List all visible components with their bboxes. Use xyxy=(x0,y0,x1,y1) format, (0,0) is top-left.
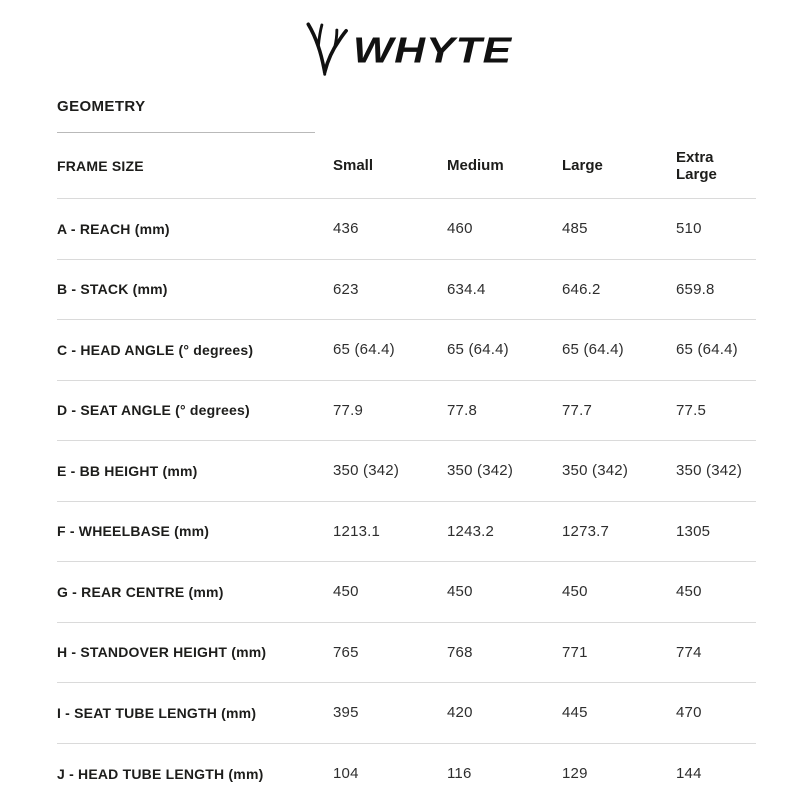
table-row-bb-height xyxy=(57,441,756,502)
antler-icon xyxy=(299,14,349,76)
cell-value: 510 xyxy=(676,220,702,238)
row-label: B - STACK (mm) xyxy=(57,281,168,298)
table-row-standover-height xyxy=(57,623,756,684)
table-row-rear-centre xyxy=(57,562,756,623)
cell-value: 65 (64.4) xyxy=(447,341,509,359)
cell-value: 460 xyxy=(447,220,473,238)
row-label: G - REAR CENTRE (mm) xyxy=(57,583,224,600)
cell-value: 77.9 xyxy=(333,401,363,419)
cell-value: 1213.1 xyxy=(333,522,381,540)
cell-value: 350 (342) xyxy=(447,462,514,480)
cell-value: 765 xyxy=(333,643,359,661)
cell-value: 65 (64.4) xyxy=(676,341,738,359)
table-row-seat-tube-length xyxy=(57,683,756,744)
cell-value: 771 xyxy=(562,643,588,661)
cell-value: 77.8 xyxy=(447,401,477,419)
cell-value: 77.7 xyxy=(562,401,592,419)
table-row-head-angle xyxy=(57,320,756,381)
cell-value: 436 xyxy=(333,220,359,238)
brand-wordmark: WHYTE xyxy=(353,29,513,70)
table-row-seat-angle xyxy=(57,381,756,442)
cell-value: 420 xyxy=(447,704,473,722)
row-label: J - HEAD TUBE LENGTH (mm) xyxy=(57,765,264,782)
row-label: F - WHEELBASE (mm) xyxy=(57,523,210,540)
geometry-table xyxy=(57,133,756,804)
table-row-wheelbase xyxy=(57,502,756,563)
table-row-head-tube-length xyxy=(57,744,756,805)
cell-value: 395 xyxy=(333,704,359,722)
cell-value: 774 xyxy=(676,643,702,661)
logo-bar xyxy=(0,0,806,86)
cell-value: 485 xyxy=(562,220,588,238)
cell-value: 116 xyxy=(447,765,472,783)
cell-value: 450 xyxy=(676,583,702,601)
cell-value: 450 xyxy=(333,583,359,601)
cell-value: 768 xyxy=(447,643,473,661)
row-label: A - REACH (mm) xyxy=(57,220,170,237)
cell-value: 450 xyxy=(562,583,588,601)
cell-value: 129 xyxy=(562,765,588,783)
cell-value: 445 xyxy=(562,704,588,722)
cell-value: 1273.7 xyxy=(562,522,610,540)
table-header-row xyxy=(57,133,756,199)
cell-value: 350 (342) xyxy=(333,462,400,480)
cell-value: 659.8 xyxy=(676,280,715,298)
column-header-medium: Medium xyxy=(447,157,504,174)
row-label: C - HEAD ANGLE (° degrees) xyxy=(57,341,254,358)
row-label: E - BB HEIGHT (mm) xyxy=(57,462,198,479)
cell-value: 1243.2 xyxy=(447,522,495,540)
cell-value: 634.4 xyxy=(447,280,486,298)
header-frame-size: FRAME SIZE xyxy=(57,157,144,174)
cell-value: 470 xyxy=(676,704,702,722)
cell-value: 144 xyxy=(676,765,702,783)
cell-value: 450 xyxy=(447,583,473,601)
cell-value: 65 (64.4) xyxy=(562,341,624,359)
geometry-section xyxy=(57,98,756,804)
column-header-large: Large xyxy=(562,157,603,174)
column-header-small: Small xyxy=(333,157,374,174)
cell-value: 623 xyxy=(333,280,359,298)
row-label: I - SEAT TUBE LENGTH (mm) xyxy=(57,704,257,721)
cell-value: 350 (342) xyxy=(676,462,743,480)
cell-value: 77.5 xyxy=(676,401,706,419)
cell-value: 350 (342) xyxy=(562,462,629,480)
cell-value: 104 xyxy=(333,765,359,783)
cell-value: 646.2 xyxy=(562,280,601,298)
table-row-stack xyxy=(57,260,756,321)
cell-value: 65 (64.4) xyxy=(333,341,395,359)
column-header-extra-large: Extra Large xyxy=(676,148,717,183)
row-label: D - SEAT ANGLE (° degrees) xyxy=(57,402,250,419)
brand-logo xyxy=(299,14,513,76)
table-row-reach xyxy=(57,199,756,260)
cell-value: 1305 xyxy=(676,522,711,540)
section-title: GEOMETRY xyxy=(57,98,146,115)
row-label: H - STANDOVER HEIGHT (mm) xyxy=(57,644,267,661)
